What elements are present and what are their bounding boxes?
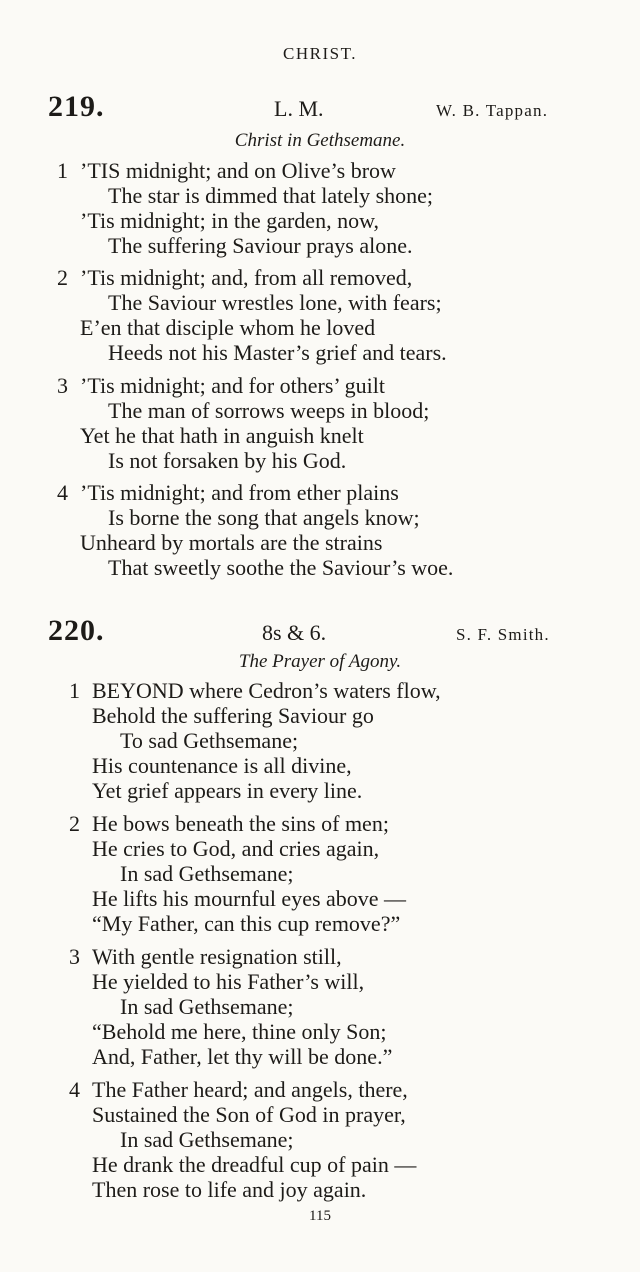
hymn-number: 219. <box>48 90 105 123</box>
verse-line: ’TIS midnight; and on Olive’s brow <box>80 158 396 183</box>
verse-line: The star is dimmed that lately shone; <box>108 183 434 208</box>
verse-line: And, Father, let thy will be done.” <box>92 1044 393 1069</box>
verse-line: Then rose to life and joy again. <box>92 1177 367 1202</box>
verse-line: He bows beneath the sins of men; <box>92 811 389 836</box>
verse-line: Behold the suffering Saviour go <box>92 703 374 728</box>
stanza-number: 2 <box>57 265 68 290</box>
verse-line: Is borne the song that angels know; <box>108 505 420 530</box>
verse-line: Unheard by mortals are the strains <box>80 530 383 555</box>
verse-line: Is not forsaken by his God. <box>108 448 347 473</box>
verse-line: He lifts his mournful eyes above — <box>92 886 407 911</box>
verse-line: He cries to God, and cries again, <box>92 836 380 861</box>
verse-line: His countenance is all divine, <box>92 753 352 778</box>
verse-line: E’en that disciple whom he loved <box>80 315 376 340</box>
stanza-number: 1 <box>69 678 80 703</box>
hymn-meter: L. M. <box>274 96 324 121</box>
hymn-author: W. B. Tappan. <box>436 101 549 120</box>
verse-line: The suffering Saviour prays alone. <box>108 233 413 258</box>
page-number: 115 <box>309 1208 331 1224</box>
verse-line: “Behold me here, thine only Son; <box>92 1019 387 1044</box>
stanza-number: 4 <box>57 480 68 505</box>
hymn-meter: 8s & 6. <box>262 620 327 645</box>
verse-line: Yet he that hath in anguish knelt <box>80 423 364 448</box>
stanza-number: 4 <box>69 1077 80 1102</box>
stanza-number: 1 <box>57 158 68 183</box>
verse-line: ’Tis midnight; in the garden, now, <box>80 208 380 233</box>
verse-line: ’Tis midnight; and, from all removed, <box>80 265 413 290</box>
verse-line: Yet grief appears in every line. <box>92 778 363 803</box>
verse-line: In sad Gethsemane; <box>120 994 294 1019</box>
hymn-title: Christ in Gethsemane. <box>234 130 406 151</box>
verse-line: He drank the dreadful cup of pain — <box>92 1152 417 1177</box>
verse-line: ’Tis midnight; and from ether plains <box>80 480 399 505</box>
verse-line: Sustained the Son of God in prayer, <box>92 1102 406 1127</box>
verse-line: In sad Gethsemane; <box>120 861 294 886</box>
verse-line: Heeds not his Master’s grief and tears. <box>108 340 447 365</box>
stanza-number: 2 <box>69 811 80 836</box>
running-head: CHRIST. <box>283 44 357 63</box>
hymn-author: S. F. Smith. <box>456 625 550 644</box>
hymn-number: 220. <box>48 614 105 647</box>
verse-line: To sad Gethsemane; <box>120 728 299 753</box>
hymn-title: The Prayer of Agony. <box>238 651 402 672</box>
verse-line: BEYOND where Cedron’s waters flow, <box>92 678 441 703</box>
verse-line: He yielded to his Father’s will, <box>92 969 365 994</box>
verse-line: “My Father, can this cup remove?” <box>92 911 401 936</box>
verse-line: With gentle resignation still, <box>92 944 342 969</box>
verse-line: The man of sorrows weeps in blood; <box>108 398 430 423</box>
stanza-number: 3 <box>57 373 68 398</box>
stanza-number: 3 <box>69 944 80 969</box>
verse-line: The Saviour wrestles lone, with fears; <box>108 290 442 315</box>
verse-line: ’Tis midnight; and for others’ guilt <box>80 373 385 398</box>
verse-line: The Father heard; and angels, there, <box>92 1077 408 1102</box>
verse-line: That sweetly soothe the Saviour’s woe. <box>108 555 454 580</box>
verse-line: In sad Gethsemane; <box>120 1127 294 1152</box>
